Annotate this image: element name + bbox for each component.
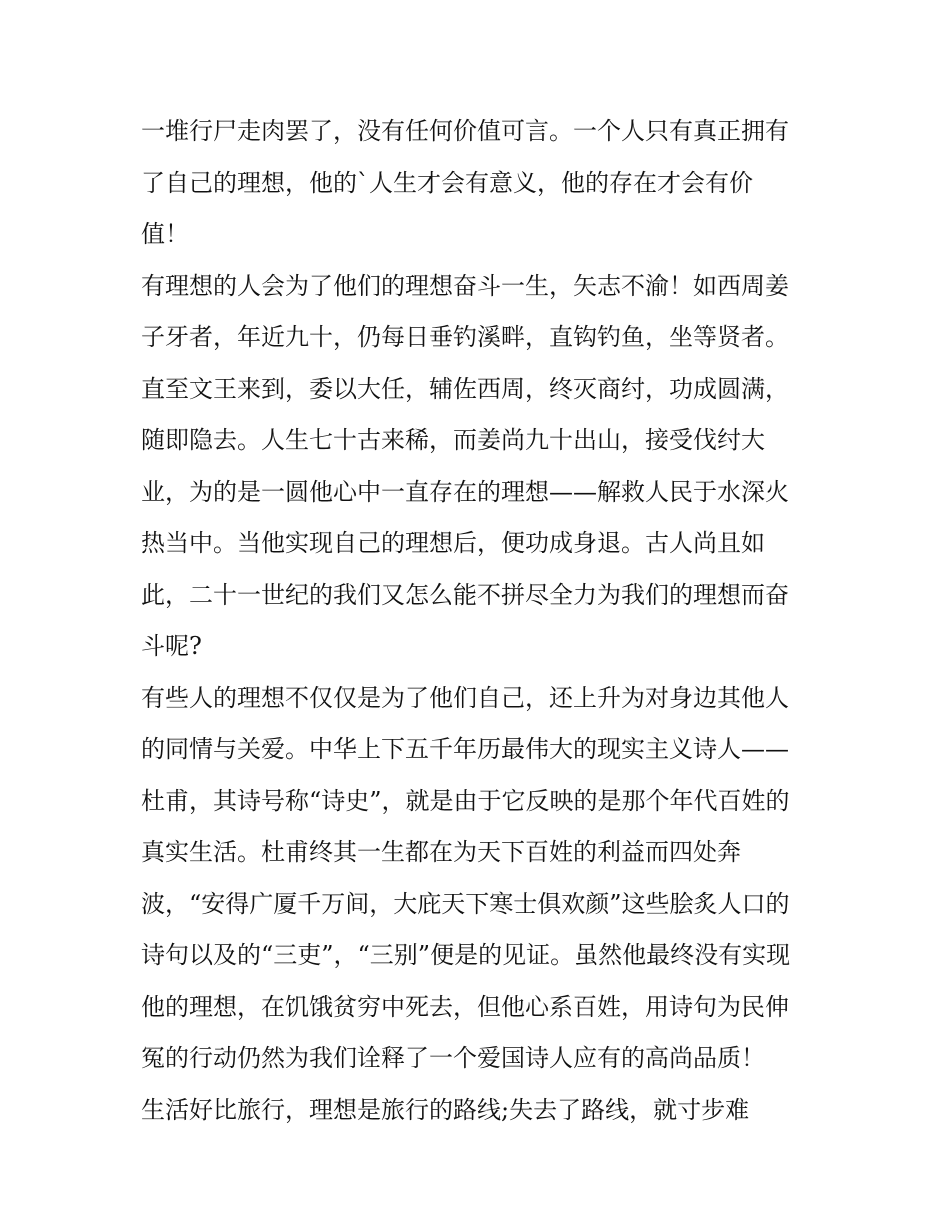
text-line: 他的理想，在饥饿贫穷中死去，但他心系百姓，用诗句为民伸 bbox=[141, 992, 789, 1021]
text-line: 生活好比旅行，理想是旅行的路线;失去了路线，就寸步难 bbox=[141, 1095, 750, 1124]
text-line: 一堆行尸走肉罢了，没有任何价值可言。一个人只有真正拥有 bbox=[141, 117, 789, 145]
text-line: 波，“安得广厦千万间，大庇天下寒士俱欢颜”这些脍炙人口的 bbox=[141, 889, 790, 918]
text-line: 冤的行动仍然为我们诠释了一个爱国诗人应有的高尚品质！ bbox=[141, 1044, 765, 1072]
text-line: 杜甫，其诗号称“诗史”，就是由于它反映的是那个年代百姓的 bbox=[141, 786, 790, 815]
text-line: 斗呢? bbox=[141, 632, 202, 660]
text-line: 值！ bbox=[141, 220, 189, 248]
text-line: 有些人的理想不仅仅是为了他们自己，还上升为对身边其他人 bbox=[141, 683, 789, 712]
text-line: 真实生活。杜甫终其一生都在为天下百姓的利益而四处奔 bbox=[141, 838, 741, 866]
text-line: 诗句以及的“三吏”，“三别”便是的见证。虽然他最终没有实现 bbox=[141, 941, 791, 969]
text-line: 子牙者，年近九十，仍每日垂钓溪畔，直钩钓鱼，坐等贤者。 bbox=[141, 323, 789, 351]
text-line: 此，二十一世纪的我们又怎么能不拼尽全力为我们的理想而奋 bbox=[141, 580, 789, 609]
text-line: 业，为的是一圆他心中一直存在的理想——解救人民于水深火 bbox=[141, 477, 789, 506]
text-line: 的同情与关爱。中华上下五千年历最伟大的现实主义诗人—— bbox=[141, 735, 789, 763]
text-line: 有理想的人会为了他们的理想奋斗一生，矢志不渝！如西周姜 bbox=[141, 271, 789, 300]
text-line: 随即隐去。人生七十古来稀，而姜尚九十出山，接受伐纣大 bbox=[141, 426, 765, 454]
text-line: 了自己的理想，他的`人生才会有意义，他的存在才会有价 bbox=[141, 168, 753, 197]
body-text bbox=[141, 106, 816, 1136]
text-line: 直至文王来到，委以大任，辅佐西周，终灭商纣，功成圆满， bbox=[141, 374, 789, 403]
text-line: 热当中。当他实现自己的理想后，便功成身退。古人尚且如 bbox=[141, 529, 765, 557]
